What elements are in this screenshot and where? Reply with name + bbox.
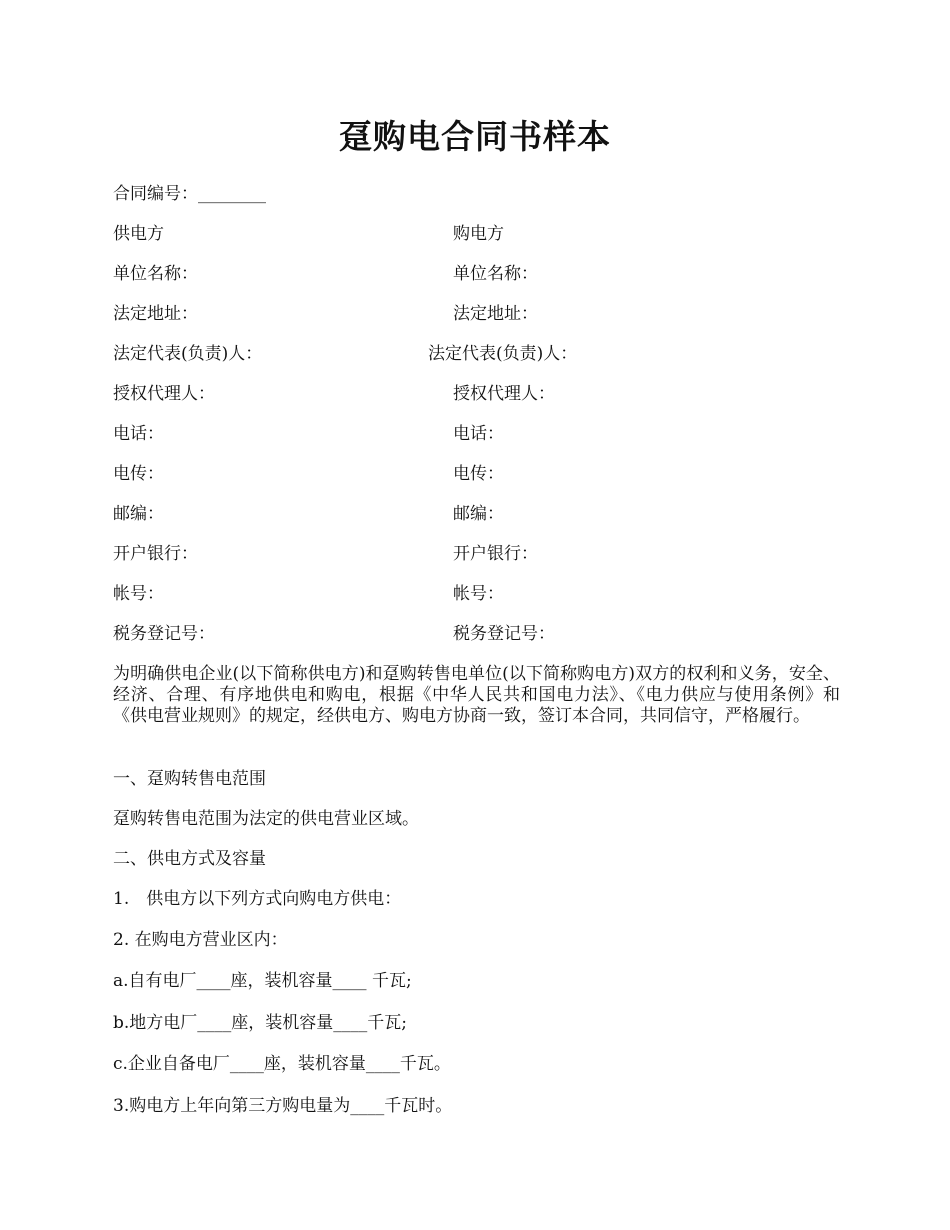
- section1-body: 趸购转售电范围为法定的供电营业区域。: [113, 809, 419, 829]
- buyer-heading: 购电方: [453, 224, 504, 244]
- document-title: 趸购电合同书样本: [339, 117, 611, 156]
- buyer-tax-id: 税务登记号：: [453, 624, 555, 644]
- item-2: 2. 在购电方营业区内：: [113, 930, 288, 950]
- supplier-authorized-agent: 授权代理人：: [113, 384, 215, 404]
- item-3: 3.购电方上年向第三方购电量为____千瓦时。: [113, 1096, 453, 1116]
- buyer-unit-name: 单位名称：: [453, 264, 538, 284]
- item-c: c.企业自备电厂____座，装机容量____千瓦。: [113, 1054, 451, 1074]
- supplier-telex: 电传：: [113, 464, 164, 484]
- supplier-account: 帐号：: [113, 584, 164, 604]
- supplier-heading: 供电方: [113, 224, 164, 244]
- buyer-bank: 开户银行：: [453, 544, 538, 564]
- buyer-postcode: 邮编：: [453, 504, 504, 524]
- section2-heading: 二、供电方式及容量: [113, 849, 266, 869]
- supplier-unit-name: 单位名称：: [113, 264, 198, 284]
- item-1: 1. 供电方以下列方式向购电方供电：: [113, 889, 402, 909]
- supplier-postcode: 邮编：: [113, 504, 164, 524]
- section1-heading: 一、趸购转售电范围: [113, 769, 266, 789]
- buyer-account: 帐号：: [453, 584, 504, 604]
- supplier-legal-address: 法定地址：: [113, 304, 198, 324]
- item-a: a.自有电厂____座，装机容量____ 千瓦;: [113, 971, 412, 991]
- buyer-legal-representative: 法定代表(负责)人：: [428, 344, 578, 364]
- buyer-authorized-agent: 授权代理人：: [453, 384, 555, 404]
- supplier-tax-id: 税务登记号：: [113, 624, 215, 644]
- buyer-legal-address: 法定地址：: [453, 304, 538, 324]
- supplier-bank: 开户银行：: [113, 544, 198, 564]
- supplier-legal-representative: 法定代表(负责)人：: [113, 344, 263, 364]
- buyer-telex: 电传：: [453, 464, 504, 484]
- preamble-paragraph: 为明确供电企业(以下简称供电方)和趸购转售电单位(以下简称购电方)双方的权利和义务，安全、经济、合理、有序地供电和购电，根据《中华人民共和国电力法》、《电力供应与使用条例》和《供电营业规则》的规定，经供电方、购电方协商一致，签订本合同，共同信守，严格履行。: [113, 664, 840, 726]
- contract-number: 合同编号：________: [113, 184, 266, 204]
- buyer-phone: 电话：: [453, 424, 504, 444]
- item-b: b.地方电厂____座，装机容量____千瓦;: [113, 1013, 408, 1033]
- supplier-phone: 电话：: [113, 424, 164, 444]
